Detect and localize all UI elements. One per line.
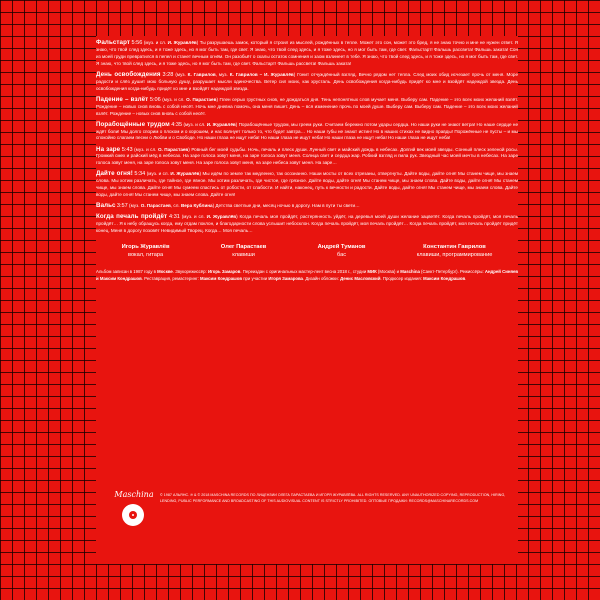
track-duration: 3:57 (116, 203, 128, 210)
liner-notes-panel (96, 36, 518, 564)
musician-name: Олег Парастаев (220, 244, 267, 251)
footer (112, 490, 512, 540)
track-duration: 5:34 (134, 171, 146, 178)
track-credit: (муз. и сл. И. Журавлёв) (181, 214, 238, 220)
track-title: День освобождения (96, 70, 161, 78)
track-lyrics: Порабощённые трудом, мы греем руки. Считаем бережно потом удары сердца. Но наши руки не знают ветра! Но наше сердце не ждёт боли! Мы долго спорим о плохом и о хорошем, и нас волнует только то, что будет завтра… Но наши губы не знают истин! Но в наших стихах не видно правды! Порожённые не пусты – и мы спокойно слагаем песни о Любви и о Свободе. Но наши глаза не ищут неба! Но наши глаза не ищут неба! Но наши глаза не ищут неба! Но наши глаза не ищут неба! (96, 121, 519, 141)
track-title: Порабощённые трудом (96, 120, 170, 128)
track-2 (96, 72, 518, 93)
track-title: Вальс (96, 202, 116, 210)
track-3 (96, 97, 518, 118)
track-lyrics: Плен серых грустных снов, не дождаться дня. Тень непонятных слов мучает меня. Выберу сам. Падение – это всех моих желаний взлёт. Рождение – новых снов вновь с собой несёт. Ночь мне дневна помочь, она меня пишет. День – вся изменение прочь по моей душе. Выберу сам. Выберу сам. Падение – это всех моих желаний взлёт. Рождение – новых снов вновь с собой несёт. (96, 96, 519, 116)
track-lyrics: Когда печаль моя пройдёт, растерянность уйдёт, на деревья моей души желание зацветёт. Когда печаль пройдёт, моя печаль пройдёт… Я к небу обращусь когда, ему отдам поклон, и благодарности слова услышит небосклон. Когда печаль пройдёт, моя печаль пройдёт… Когда печаль пройдёт, моя печаль пройдёт придёт конец. Меня в дорогу позовёт Невидимый Творец. Когда… Моя печаль… (96, 214, 518, 234)
musician-role: клавиши (232, 252, 255, 259)
track-credit: (муз. и сл. О. Парастаев) (134, 146, 190, 152)
track-credit: (муз. и сл. И. Журавлёв) (146, 171, 201, 177)
track-credit: (муз. К. Гаврилов, муз. К. Гаврилов – И. Журавлёв) (175, 71, 296, 77)
musician-role: бас (337, 252, 347, 259)
track-credit: (муз. и сл. О. Парастаев) (162, 96, 218, 102)
maschina-logo (112, 490, 156, 540)
liner-notes-content (96, 40, 518, 283)
logo-text: Maschina (114, 490, 154, 499)
musician-name: Андрей Туманов (317, 244, 366, 251)
track-6 (96, 171, 518, 199)
musician (417, 243, 493, 259)
vinyl-record-icon (122, 504, 144, 526)
track-7 (96, 203, 518, 210)
track-duration: 4:31 (169, 214, 180, 221)
musician-name: Константин Гаврилов (423, 244, 486, 251)
track-title: На заре (96, 145, 121, 153)
track-title: Когда печаль пройдёт (96, 213, 168, 221)
track-lyrics: Детства светлые дни, месяц ночью в дорогу. Нам в пути ты свети… (215, 203, 360, 209)
legal-notice: © 1987 АЛЬЯНС. ℗ & © 2018 MASCHINA RECORDS ПО ЛИЦЕНЗИИ ОЛЕГА ПАРАСТАЕВА И ИГОРЯ ЖУРАВЛЁВА. ALL RIGHTS RESERVED. ANY UNAUTHORIZED COPYING, REPRODUCTION, HIRING, LENDING, PUBLIC PERFORMANCE AND BROADCASTING OF THIS AUDIOVISUAL CONTENT IS STRICTLY PROHIBITED. ОПТОВЫЕ ПРОДАЖИ: RECORDS@MASCHINARECORDS.COM (160, 493, 506, 504)
track-credit: (муз. и сл. И. Журавлёв) (143, 40, 199, 45)
musician-name: Игорь Журавлёв (121, 244, 170, 251)
musician (318, 243, 366, 259)
production-notes: Альбом записан в 1987 году в Москве. Звукорежиссёр: Игорь Замаров. Переиздан с оригинальных мастер-лент весна 2018 г., студии МИК (Москва) и Maschina (Санкт-Петербург). Режиссёры: Андрей Синяев и Максим Кондрашов. Реставрация, ремастеринг: Максим Кондрашов при участии Игоря Замарова. Дизайн обложки: Денис Масловский. Продюсер издания: Максим Кондрашов. (96, 269, 519, 281)
track-title: Падение – взлёт (96, 95, 149, 103)
musicians-credits (96, 243, 518, 259)
track-lyrics: Ты разрушаешь замок, который я строил из мыслей, рождённых в тепле. Может это сон, может это бред, я не знаю точно и мне не нужен ответ. Я знаю, что твой след здесь, и я тоже здесь, но я мог быть там, где свет. Я знаю, что твой след здесь, и я тоже здесь, но я мог быть там, где свет. Фальстарт! Фальшь рассвета! Фальшь заката! Сон из моей груди превратился в пепел и станет вечным огнём. Он разобьёт о скалы остаток сомнения и заом взлинеет в тебе. Я знаю, что твой след здесь, и я тоже здесь, но я мог быть там, где свет. Я знаю, что твой след здесь, и я тоже здесь, но я мог быть там, где свет. Фальстарт! Фальшь рассвета! Фальшь заката! (96, 40, 519, 66)
musician (122, 243, 170, 259)
track-1 (96, 40, 518, 68)
track-duration: 5:43 (121, 146, 133, 153)
track-title: Фальстарт (96, 39, 130, 46)
musician-role: вокал, гитара (128, 252, 164, 259)
musician-role: клавиши, программирование (416, 252, 493, 259)
track-lyrics: Ровный бег моей судьбы. Ночь, печаль и плеск души. Лунный свет и майский дождь в небесах. Долгий век моей звезды. Сонный плеск зеленой росы. Громкий смех и райский мёд в небесах. На заре голоса зовут меня, на заре голоса зовут меня. Солнца свет и сердца жар. Робкий взгляд и пила рук. Звездный час моей мечты в небесах. На заре голоса зовут меня, на заре голоса зовут меня. На заре голоса зовут меня, на заре небеса зовут меня. На заре… (96, 146, 518, 166)
track-title: Дайте огня! (96, 170, 133, 178)
track-duration: 3:28 (162, 71, 174, 78)
track-lyrics: Гонит отчуждённый взгляд. Вечно рядом нет тепла. След моих обид исчезает прочь от меня. Море радости и слёз душит мою больную душу, разрушает мысли одиночества. Ветер сил моих, как хрусталь. День освобождения когда-нибудь придёт ко мне и взойдёт надеждой звезда. День освобождения когда-нибудь придёт ко мне и взойдёт надеждой звезда. (96, 71, 519, 91)
track-lyrics: Мы идём по земле так медленно, так осознанно. Наши мосты от всех отрезаны, отвергнуты. Дайте воды, дайте огня! Мы станем чище, мы знаем слова. Мы хотим различать, где тайное, где явное. Мы хотим различать, где чистое, где грязное. Дайте воды, дайте огня! Мы станем чище, мы знаем слова. Дайте воды, дайте огня! Мы станем чище, мы знаем слова. Дайте огня! Мы сумеем спастись от робости, от слабости. И найти, наконец, путь к вечности и радости. Дайте воды, дайте огня! Мы станем чище, мы знаем слова. Дайте воды, дайте огня! Мы станем чище, мы знаем слова. Дайте огня! (96, 171, 519, 198)
track-5 (96, 147, 518, 168)
track-8 (96, 214, 518, 235)
musician (221, 243, 267, 259)
track-duration: 4:35 (171, 121, 183, 128)
track-credit: (муз. и сл. И. Журавлёв) (183, 121, 238, 127)
track-4 (96, 122, 518, 143)
track-duration: 5:06 (149, 96, 161, 103)
track-duration: 5:56 (131, 40, 143, 46)
track-credit: (муз. О. Парастаев, сл. Вера Кублина) (129, 203, 215, 209)
